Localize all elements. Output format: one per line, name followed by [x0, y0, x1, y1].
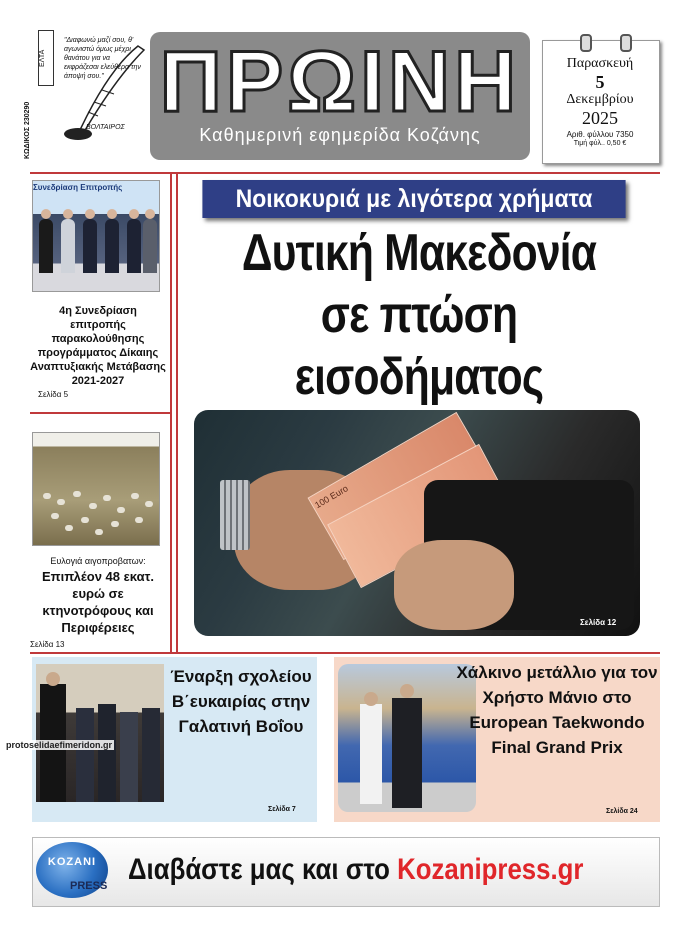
postal-code: ΚΩΔΙΚΟΣ 230290: [24, 101, 31, 159]
committee-photo[interactable]: [32, 180, 160, 292]
calendar-ring-icon: [620, 34, 632, 52]
lead-headline[interactable]: Δυτική Μακεδονία σε πτώση εισοδήματος: [241, 224, 597, 406]
page-reference: Σελίδα 13: [30, 640, 65, 649]
sheep-photo[interactable]: [32, 432, 160, 546]
calendar-ring-icon: [580, 34, 592, 52]
story-caption[interactable]: 4η Συνεδρίαση επιτροπής παρακολούθησης προγράμματος Δίκαιης Αναπτυξιακής Μετάβασης 2021-2027 Σελίδα 5: [30, 304, 166, 402]
page-reference: Σελίδα 5: [38, 390, 69, 399]
elta-logo: ΕΛΤΑ: [38, 30, 54, 86]
divider: [170, 172, 172, 652]
logo-bottom-text: PRESS: [70, 880, 108, 892]
school-ceremony-photo[interactable]: [36, 664, 164, 802]
lead-kicker[interactable]: Νοικοκυριά με λιγότερα χρήματα: [202, 180, 625, 218]
photo-banner-text: Συνεδρίαση Επιτροπής: [33, 183, 123, 192]
banner-text[interactable]: Διαβάστε μας και στο Kozanipress.gr: [128, 853, 584, 886]
kozanipress-link[interactable]: Kozanipress.gr: [397, 853, 584, 886]
masthead-quote: "Διαφωνώ μαζί σου, θ' αγωνιστώ όμως μέχρι θανάτου για να εκφράζεσαι ελεύθερα την άποψή σου.": [64, 37, 141, 80]
calendar-date: 5: [595, 72, 605, 92]
quote-author: ΒΟΛΤΑΙΡΟΣ: [86, 124, 125, 131]
divider: [30, 172, 660, 174]
taekwondo-story-title: Χάλκινο μετάλλιο για τον Χρήστο Μάνιο στο European Taekwondo Final Grand Prix: [456, 663, 658, 757]
divider: [176, 172, 178, 652]
page-reference: Σελίδα 24: [606, 808, 638, 815]
bill-label: 100 Euro: [313, 483, 350, 511]
newspaper-title: ΠΡΩΙΝΗ: [159, 34, 521, 130]
school-story-title: Έναρξη σχολείου Β΄ευκαιρίας στην Γαλατινή Βοΐου: [170, 667, 312, 736]
calendar-year: 2025: [582, 108, 618, 128]
newspaper-subtitle: Καθημερινή εφημερίδα Κοζάνης: [199, 125, 481, 145]
logo-top-text: KOZANI: [47, 856, 97, 868]
calendar-month: Δεκεμβρίου: [566, 92, 634, 107]
calendar-day: Παρασκευή: [566, 56, 634, 71]
issue-price: Τιμή φύλ.. 0,50 €: [573, 140, 627, 147]
story-caption[interactable]: Επιπλέον 48 εκατ. ευρώ σε κτηνοτρόφους και Περιφέρειες Σελίδα 13: [30, 568, 166, 653]
issue-number: Αριθ. φύλλου 7350: [566, 130, 634, 139]
wallet-money-photo[interactable]: [194, 410, 640, 636]
watermark: protoselidaefimeridon.gr: [6, 740, 113, 750]
story-intro: Ευλογιά αιγοπροβατων:: [50, 556, 146, 566]
divider: [30, 412, 170, 414]
page-reference: Σελίδα 12: [580, 618, 617, 627]
page-reference: Σελίδα 7: [268, 806, 296, 813]
